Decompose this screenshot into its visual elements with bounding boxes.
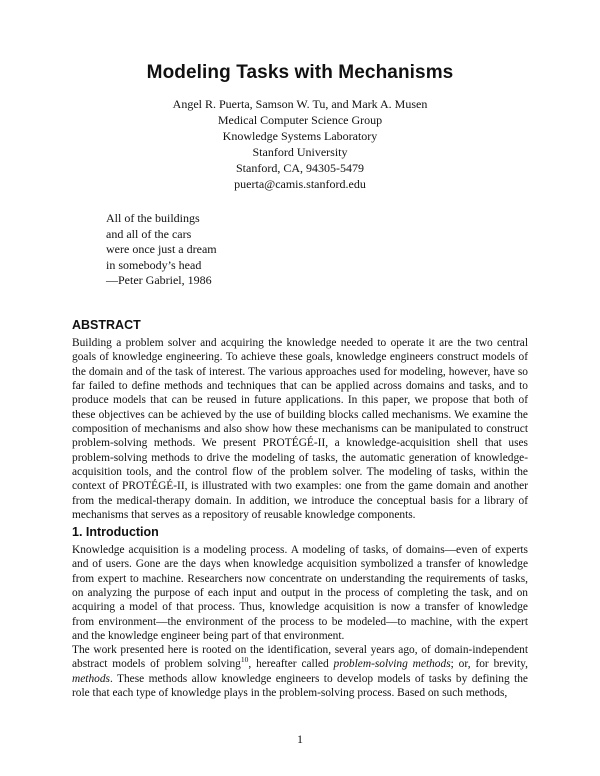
epigraph-line: in somebody’s head	[106, 257, 202, 272]
citation-superscript: 10	[240, 655, 249, 665]
author-university: Stanford University	[252, 145, 348, 159]
author-block	[0, 96, 600, 192]
intro-paragraph-1: Knowledge acquisition is a modeling process. A modeling of tasks, of domains—even of experts and of users. Gone are the days when knowledge acquisition symbolized a transfer of knowledge from expert to machine. Researchers now concentrate on understanding the requirements of tasks, on analyzing the purpose of each input and output in the process of completing the task, and on acquiring a model of that process. Thus, knowledge acquisition is now a transfer of knowledge from environment—the environment of the process to be modeled—to machine, with the expert and the knowledge engineer being part of that environment.	[72, 544, 528, 643]
epigraph	[106, 211, 217, 289]
term-methods: methods	[72, 672, 110, 685]
author-names: Angel R. Puerta, Samson W. Tu, and Mark A. Musen	[172, 97, 428, 111]
epigraph-line: were once just a dream	[106, 242, 217, 257]
abstract-text: Building a problem solver and acquiring the knowledge needed to operate it are the two central goals of knowledge engineering. To achieve these goals, knowledge engineers construct models of the domain and of the task of interest. The various approaches used for modeling, however, have so far failed to define methods and techniques that can be applied across domains and tasks, and to produce models that can be reused in future applications. In this paper, we propose that both of these objectives can be achieved by the use of building blocks called mechanisms. We examine the composition of mechanisms and also show how these mechanisms can be manipulated to construct problem-solving methods. We present PROTÉGÉ-II, a knowledge-acquisition shell that uses problem-solving methods to drive the modeling of tasks, the automatic generation of knowledge-acquisition tools, and the control flow of the problem solver. The modeling of tasks, within the context of PROTÉGÉ-II, is illustrated with two examples: one from the game domain and another from the medical-therapy domain. In addition, we introduce the conceptual basis for a library of mechanisms that serves as a repository of reusable knowledge components.	[72, 337, 528, 522]
epigraph-attribution: —Peter Gabriel, 1986	[106, 273, 212, 288]
author-lab: Knowledge Systems Laboratory	[222, 129, 378, 143]
author-address: Stanford, CA, 94305-5479	[236, 161, 364, 175]
section-heading-introduction: 1. Introduction	[72, 525, 159, 539]
intro-p2-text-d: . These methods allow knowledge engineers to develop models of tasks by defining the role that each type of knowledge plays in the problem-solving process. Based on such methods,	[72, 672, 528, 700]
epigraph-line: All of the buildings	[106, 211, 200, 225]
term-problem-solving-methods: problem-solving methods	[333, 658, 451, 671]
intro-paragraph-2	[72, 643, 528, 700]
author-group: Medical Computer Science Group	[217, 113, 383, 127]
author-email: puerta@camis.stanford.edu	[234, 177, 366, 191]
page-number: 1	[297, 732, 303, 746]
abstract-heading: ABSTRACT	[72, 318, 141, 332]
paper-title: Modeling Tasks with Mechanisms	[146, 62, 454, 83]
epigraph-line: and all of the cars	[106, 226, 192, 241]
intro-p2-text-b: , hereafter called	[248, 658, 334, 671]
intro-p2-text-a: The work presented here is rooted on the identification, several years ago, of domain-independent abstract models of problem solving	[72, 644, 528, 671]
intro-p2-text-c: ; or, for brevity,	[450, 658, 528, 671]
